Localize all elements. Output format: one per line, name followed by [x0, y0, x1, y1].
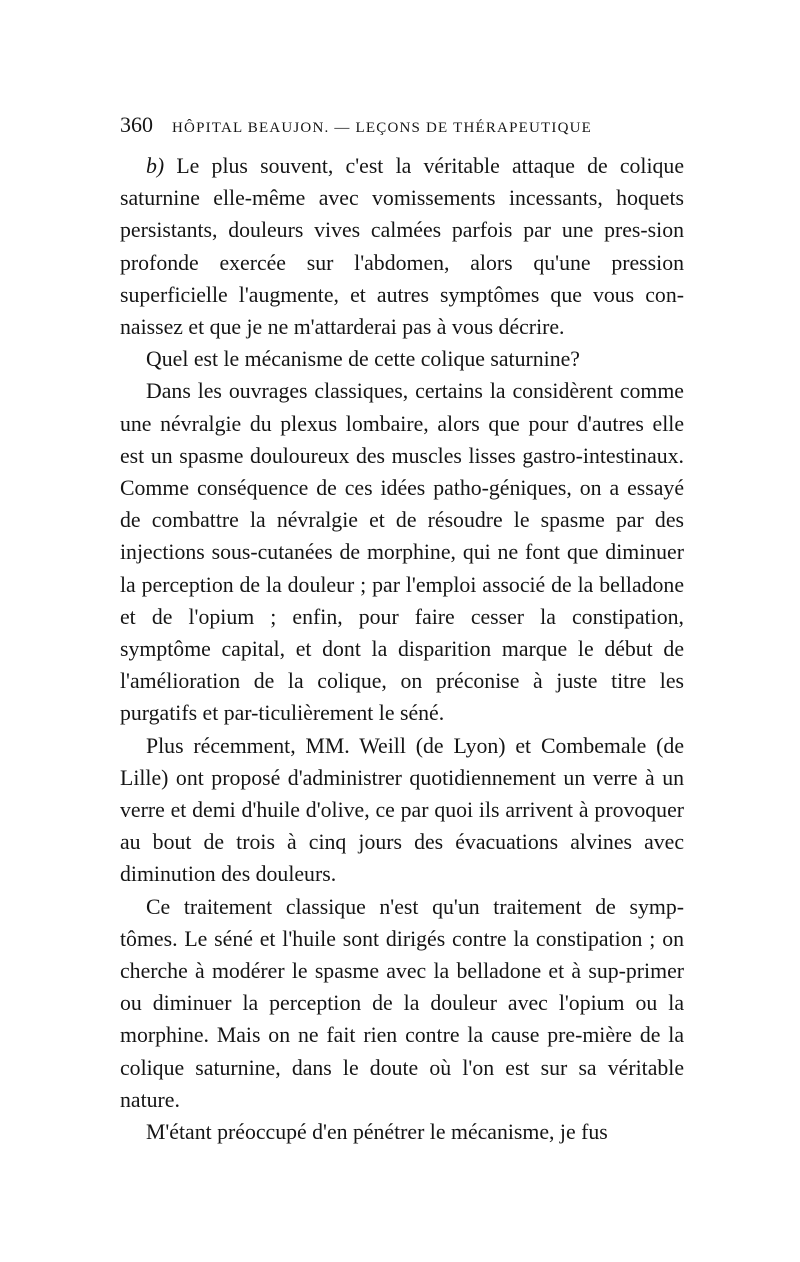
running-head	[120, 112, 684, 148]
paragraph: Ce traitement classique n'est qu'un traitement de symp-tômes. Le séné et l'huile sont dirigés contre la constipation ; on cherche à modérer le spasme avec la belladone et à sup-primer ou diminuer la perception de la douleur avec l'opium ou la morphine. Mais on ne fait rien contre la cause pre-mière de la colique saturnine, dans le doute où l'on est sur sa véritable nature.	[120, 894, 684, 1112]
body-text	[120, 150, 684, 1148]
book-page	[120, 112, 684, 1148]
paragraph-b-text: Le plus souvent, c'est la véritable attaque de colique saturnine elle-même avec vomissements incessants, hoquets persistants, douleurs vives calmées parfois par une pres-sion profonde exercée sur l'abdomen, alors qu'une pression superficielle l'augmente, et autres symptômes que vous con-naissez et que je ne m'attarderai pas à vous décrire.	[120, 154, 684, 340]
page-number: 360	[120, 112, 153, 137]
item-marker: b)	[146, 154, 165, 178]
paragraph: Plus récemment, MM. Weill (de Lyon) et Combemale (de Lille) ont proposé d'administrer quotidiennement un verre à un verre et demi d'huile d'olive, ce par quoi ils arrivent à provoquer au bout de trois à cinq jours des évacuations alvines avec diminution des douleurs.	[120, 733, 684, 887]
paragraph: Dans les ouvrages classiques, certains la considèrent comme une névralgie du plexus lombaire, alors que pour d'autres elle est un spasme douloureux des muscles lisses gastro-intestinaux. Comme conséquence de ces idées patho-géniques, on a essayé de combattre la névralgie et de résoudre le spasme par des injections sous-cutanées de morphine, qui ne font que diminuer la perception de la douleur ; par l'emploi associé de la belladone et de l'opium ; enfin, pour faire cesser la constipation, symptôme capital, et dont la disparition marque le début de l'amélioration de la colique, on préconise à juste titre les purgatifs et par-ticulièrement le séné.	[120, 379, 684, 726]
paragraph-b	[120, 150, 684, 343]
paragraph: M'étant préoccupé d'en pénétrer le mécanisme, je fus	[146, 1120, 608, 1145]
paragraph: Quel est le mécanisme de cette colique saturnine?	[146, 347, 580, 372]
running-title: HÔPITAL BEAUJON. — LEÇONS DE THÉRAPEUTIQUE	[172, 120, 593, 136]
